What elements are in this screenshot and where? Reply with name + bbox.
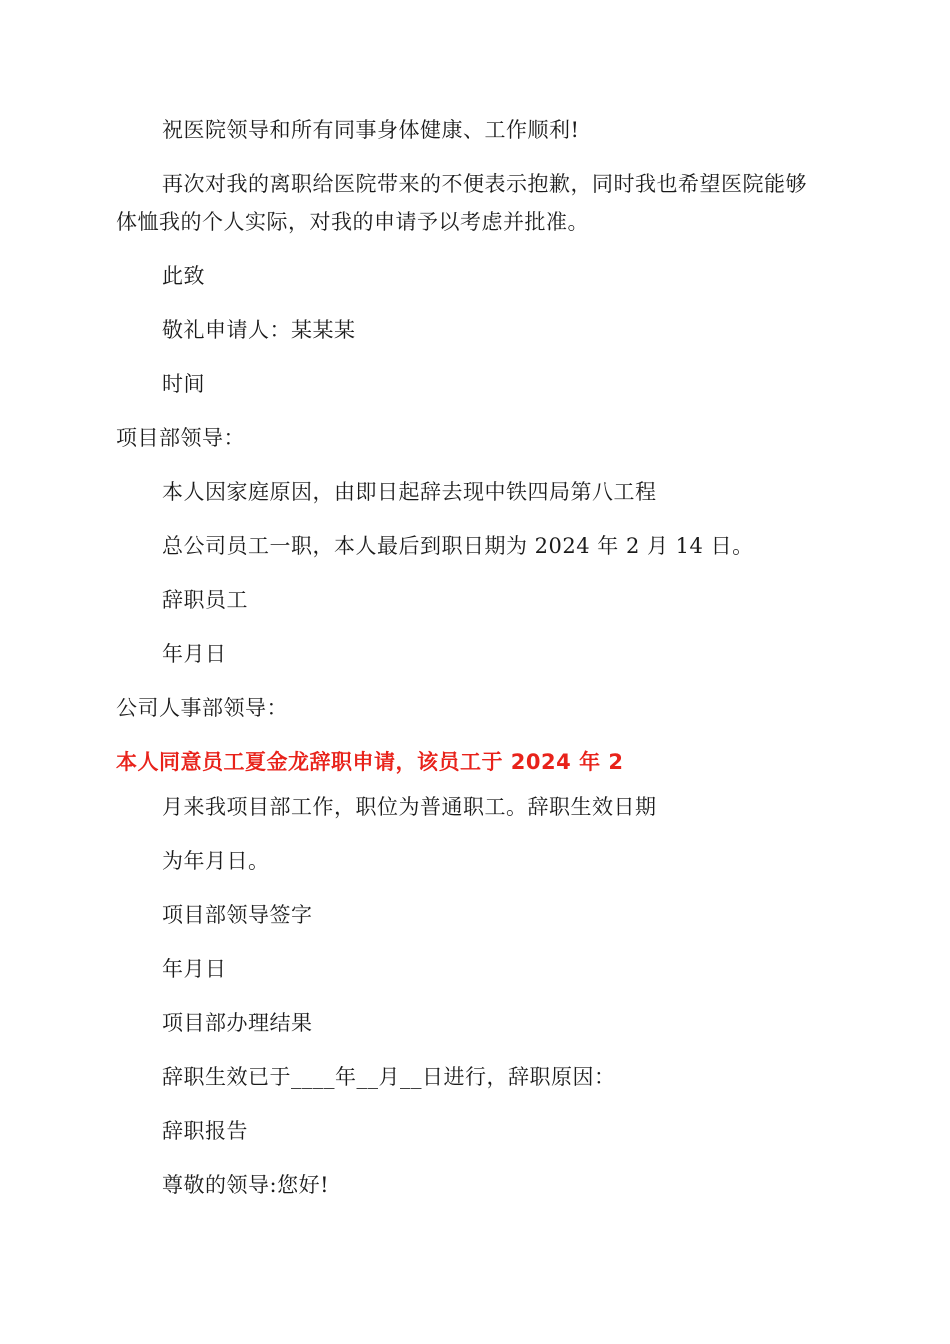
date-placeholder-1: 年月日 xyxy=(162,642,227,666)
resigning-employee-label: 辞职员工 xyxy=(162,588,248,612)
processing-result-label: 项目部办理结果 xyxy=(162,1011,313,1035)
date-label: 时间 xyxy=(162,372,205,396)
effective-date-line: 为年月日。 xyxy=(162,849,270,873)
wishes-line: 祝医院领导和所有同事身体健康、工作顺利! xyxy=(162,118,580,142)
report-greeting: 尊敬的领导:您好! xyxy=(162,1173,330,1197)
approval-detail-line: 月来我项目部工作，职位为普通职工。辞职生效日期 xyxy=(162,795,657,819)
effective-blank-line: 辞职生效已于____年__月__日进行，辞职原因： xyxy=(162,1065,616,1089)
date-placeholder-2: 年月日 xyxy=(162,957,227,981)
apology-line-1: 再次对我的离职给医院带来的不便表示抱歉，同时我也希望医院能够 xyxy=(162,172,807,196)
resignation-date-line: 总公司员工一职，本人最后到职日期为 2024 年 2 月 14 日。 xyxy=(162,534,754,558)
hr-leader-greeting: 公司人事部领导： xyxy=(116,696,288,720)
resignation-reason-line: 本人因家庭原因，由即日起辞去现中铁四局第八工程 xyxy=(162,480,657,504)
apology-line-2: 体恤我的个人实际，对我的申请予以考虑并批准。 xyxy=(116,210,589,234)
report-title: 辞职报告 xyxy=(162,1119,248,1143)
closing-salutation: 此致 xyxy=(162,264,205,288)
approval-heading: 本人同意员工夏金龙辞职申请，该员工于 2024 年 2 xyxy=(116,750,624,774)
applicant-signature: 敬礼申请人：某某某 xyxy=(162,318,356,342)
project-leader-greeting: 项目部领导： xyxy=(116,426,245,450)
leader-signature-label: 项目部领导签字 xyxy=(162,903,313,927)
